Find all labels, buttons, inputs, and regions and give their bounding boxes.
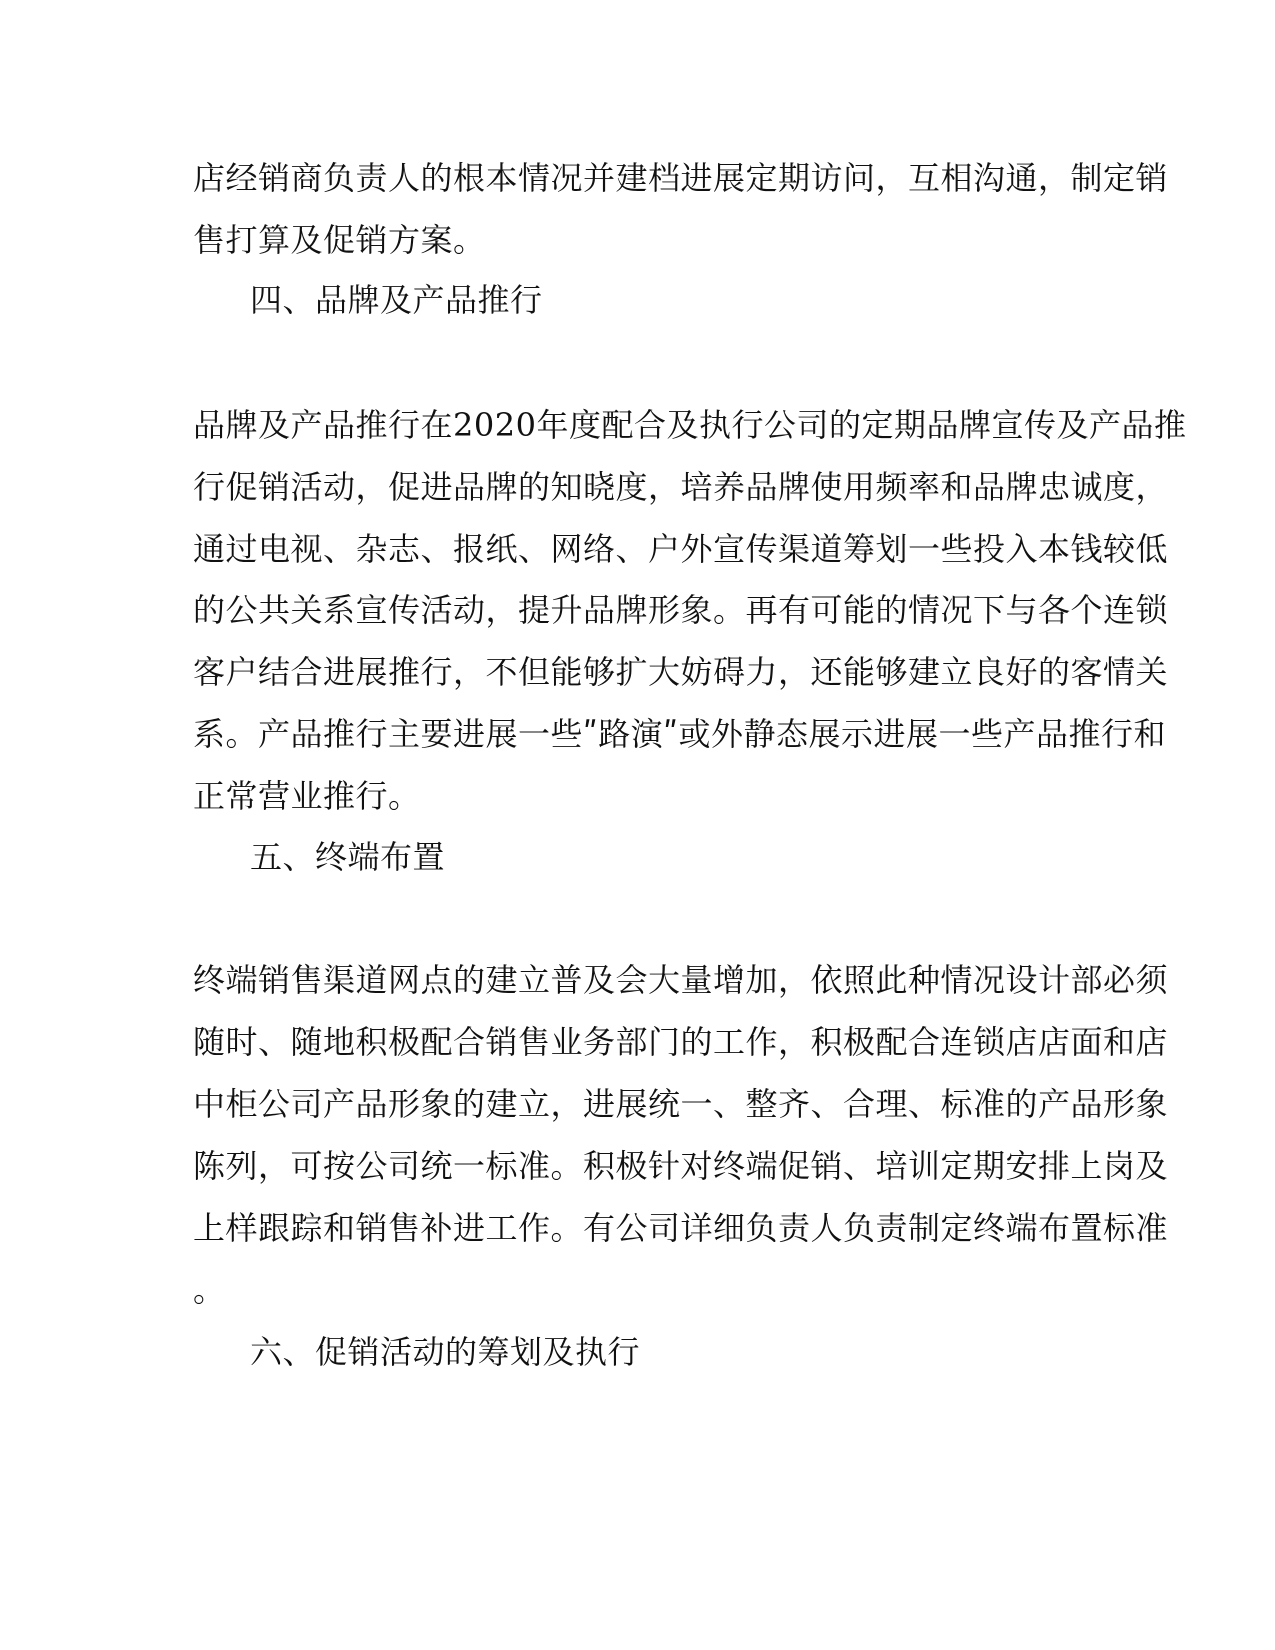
body-text-line: 。 [193,1271,226,1309]
body-text-line: 随时、随地积极配合销售业务部门的工作，积极配合连锁店店面和店 [193,1023,1169,1061]
body-text-line: 店经销商负责人的根本情况并建档进展定期访问，互相沟通，制定销 [193,159,1169,197]
body-text-line: 陈列，可按公司统一标准。积极针对终端促销、培训定期安排上岗及 [193,1147,1169,1185]
body-text-line: 中柜公司产品形象的建立，进展统一、整齐、合理、标准的产品形象 [193,1085,1169,1123]
body-text-line: 终端销售渠道网点的建立普及会大量增加，依照此种情况设计部必须 [193,961,1169,999]
body-text-line: 的公共关系宣传活动，提升品牌形象。再有可能的情况下与各个连锁 [193,591,1169,629]
body-text-line: 正常营业推行。 [193,777,421,815]
section-heading-5: 五、终端布置 [250,838,446,876]
section-heading-6: 六、促销活动的筹划及执行 [250,1333,641,1371]
body-text-line: 品牌及产品推行在2020年度配合及执行公司的定期品牌宣传及产品推 [193,406,1187,444]
body-text-line: 系。产品推行主要进展一些ʺ路演ʺ或外静态展示进展一些产品推行和 [193,715,1166,753]
body-text-line: 通过电视、杂志、报纸、网络、户外宣传渠道筹划一些投入本钱较低 [193,530,1169,568]
body-text-line: 售打算及促销方案。 [193,221,486,259]
body-text-line: 客户结合进展推行，不但能够扩大妨碍力，还能够建立良好的客情关 [193,653,1169,691]
body-text-line: 行促销活动，促进品牌的知晓度，培养品牌使用频率和品牌忠诚度， [193,468,1169,506]
section-heading-4: 四、品牌及产品推行 [250,281,543,319]
body-text-line: 上样跟踪和销售补进工作。有公司详细负责人负责制定终端布置标准 [193,1209,1169,1247]
